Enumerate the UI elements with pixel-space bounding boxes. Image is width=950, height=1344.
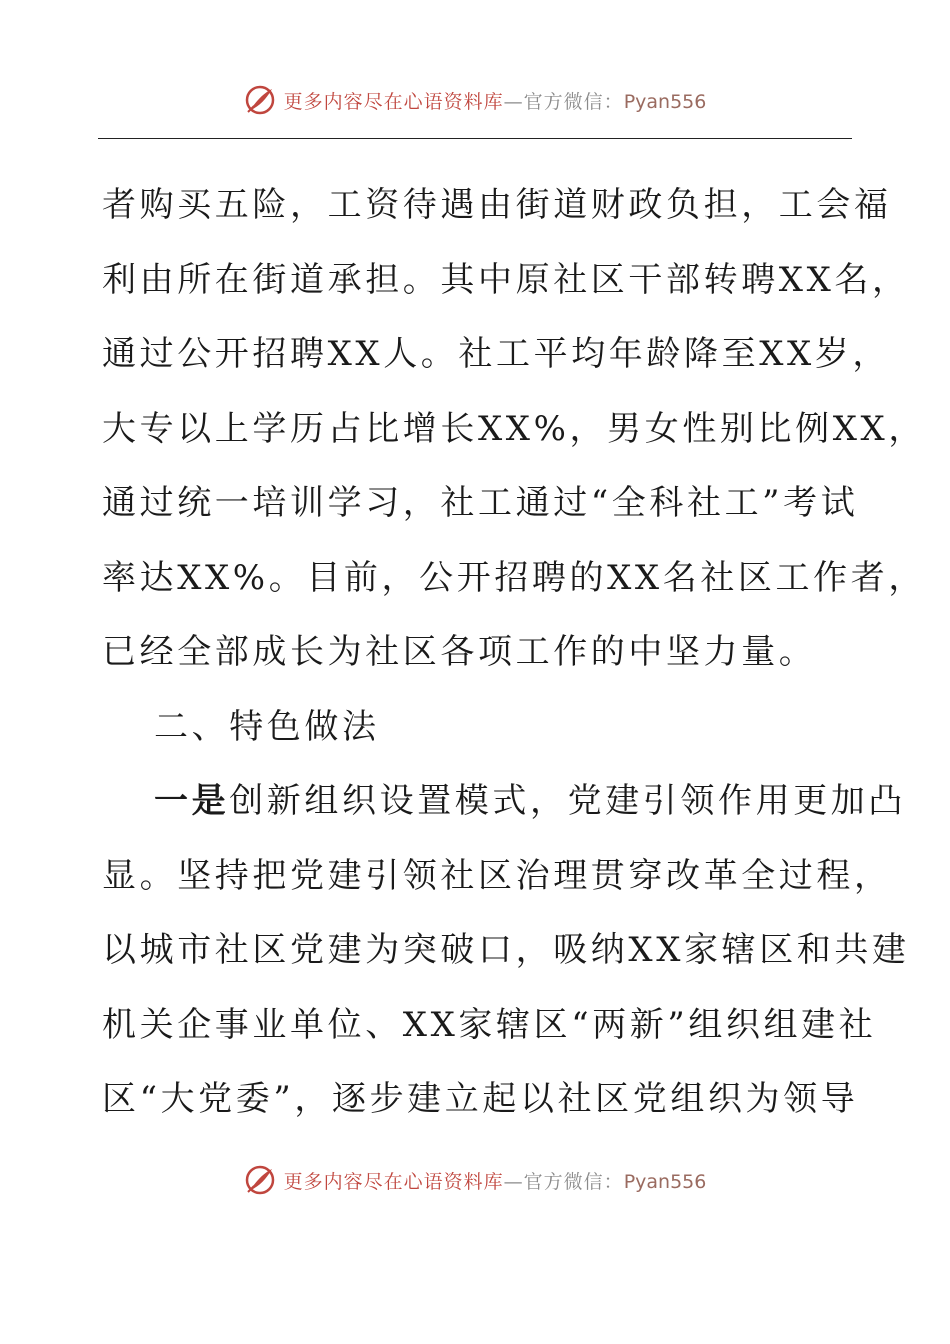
watermark-wechat-label: 官方微信： <box>523 1170 624 1193</box>
text-line: 显。坚持把党建引领社区治理贯穿改革全过程， <box>102 855 892 896</box>
quill-logo-icon <box>244 84 276 116</box>
quill-logo-icon <box>244 1164 276 1196</box>
watermark-brand: 更多内容尽在心语资料库 <box>283 90 504 113</box>
watermark-text <box>284 87 707 114</box>
text-line: 率达XX%。目前，公开招聘的XX名社区工作者， <box>102 557 926 598</box>
watermark-footer <box>0 1164 950 1196</box>
text-line: 区“大党委”，逐步建立起以社区党组织为领导 <box>102 1079 859 1119</box>
text-line: 已经全部成长为社区各项工作的中坚力量。 <box>102 632 817 672</box>
watermark-brand: 更多内容尽在心语资料库 <box>283 1170 504 1193</box>
text-line: 者购买五险，工资待遇由街道财政负担，工会福 <box>102 185 892 225</box>
text-line: 机关企事业单位、XX家辖区“两新”组织组建社 <box>102 1004 877 1045</box>
text-line: 通过统一培训学习，社工通过“全科社工”考试 <box>102 483 859 523</box>
header-rule <box>98 138 852 139</box>
watermark-header <box>0 84 950 116</box>
lead-bold-text: 一是 <box>154 781 230 821</box>
watermark-dash: — <box>503 90 524 113</box>
document-body <box>102 168 926 1137</box>
text-line: 利由所在街道承担。其中原社区干部转聘XX名， <box>102 259 910 300</box>
watermark-wechat-label: 官方微信： <box>523 90 624 113</box>
watermark-dash: — <box>503 1170 524 1193</box>
section-heading: 二、特色做法 <box>154 706 380 747</box>
lead-rest-text: 创新组织设置模式，党建引领作用更加凸 <box>229 781 907 821</box>
text-line: 大专以上学历占比增长XX%，男女性别比例XX， <box>102 408 926 449</box>
paragraph-lead-line <box>102 764 907 839</box>
watermark-wechat-id: Pyan556 <box>623 90 707 113</box>
text-line: 以城市社区党建为突破口，吸纳XX家辖区和共建 <box>102 930 910 970</box>
text-line: 通过公开招聘XX人。社工平均年龄降至XX岁， <box>102 334 891 374</box>
watermark-text <box>284 1167 707 1194</box>
watermark-wechat-id: Pyan556 <box>623 1170 707 1193</box>
